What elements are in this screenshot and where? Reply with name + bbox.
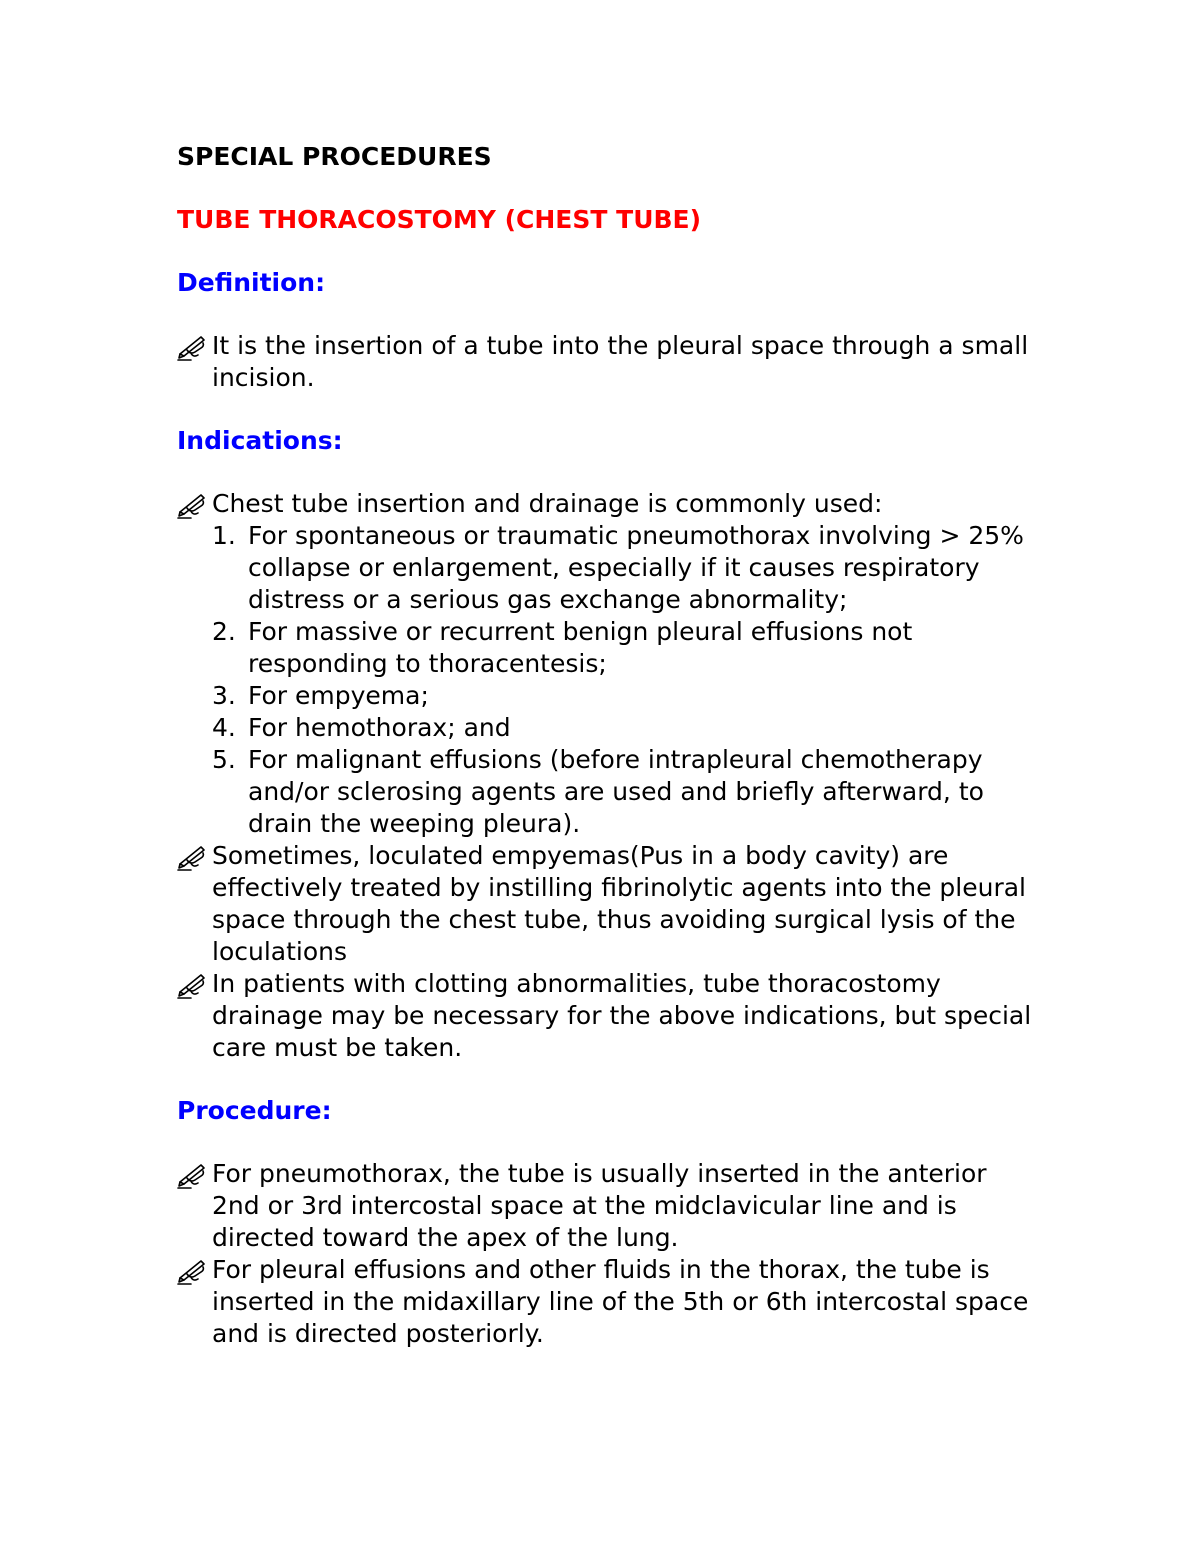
list-item: 4. For hemothorax; and [212,713,511,742]
writing-hand-icon [177,488,209,520]
writing-hand-icon [177,968,209,1000]
writing-hand-icon [177,1254,209,1286]
definition-text: It is the insertion of a tube into the pleural space through a small incision. [212,331,1029,392]
list-item: 1. For spontaneous or traumatic pneumothorax involving > 25% collapse or enlargement, especially if it causes respiratory distress or a serious gas exchange abnormality; [212,521,1024,614]
writing-hand-icon [177,330,209,362]
indications-bullet-clotting [177,968,1037,1064]
indications-intro-bullet [177,488,1037,520]
indications-intro-text: Chest tube insertion and drainage is commonly used: [212,489,883,518]
list-item: 5. For malignant effusions (before intrapleural chemotherapy and/or sclerosing agents are used and briefly afterward, to drain the weeping pleura). [212,745,984,838]
indications-bullet-text: Sometimes, loculated empyemas(Pus in a body cavity) are effectively treated by instilling fibrinolytic agents into the pleural space through the chest tube, thus avoiding surgical lysis of the loculations [212,841,1026,966]
indications-numbered-list [177,520,1037,840]
writing-hand-icon [177,840,209,872]
procedure-bullet-pneumothorax [177,1158,1037,1254]
indications-bullet-empyema [177,840,1037,968]
procedure-bullet-text: For pleural effusions and other fluids in the thorax, the tube is inserted in the midaxillary line of the 5th or 6th intercostal space and is directed posteriorly. [212,1255,1029,1348]
definition-bullet [177,330,1037,394]
document-page [177,141,1037,1350]
indications-bullet-text: In patients with clotting abnormalities, tube thoracostomy drainage may be necessary for the above indications, but special care must be taken. [212,969,1032,1062]
procedure-bullet-effusions [177,1254,1037,1350]
indications-heading: Indications: [177,426,343,455]
procedure-title: TUBE THORACOSTOMY (CHEST TUBE) [177,205,702,234]
procedure-bullet-text: For pneumothorax, the tube is usually inserted in the anterior 2nd or 3rd intercostal space at the midclavicular line and is directed toward the apex of the lung. [212,1159,987,1252]
writing-hand-icon [177,1158,209,1190]
list-item: 3. For empyema; [212,681,429,710]
document-title: SPECIAL PROCEDURES [177,142,492,171]
definition-heading: Definition: [177,268,326,297]
procedure-heading: Procedure: [177,1096,332,1125]
list-item: 2. For massive or recurrent benign pleural effusions not responding to thoracentesis; [212,617,913,678]
